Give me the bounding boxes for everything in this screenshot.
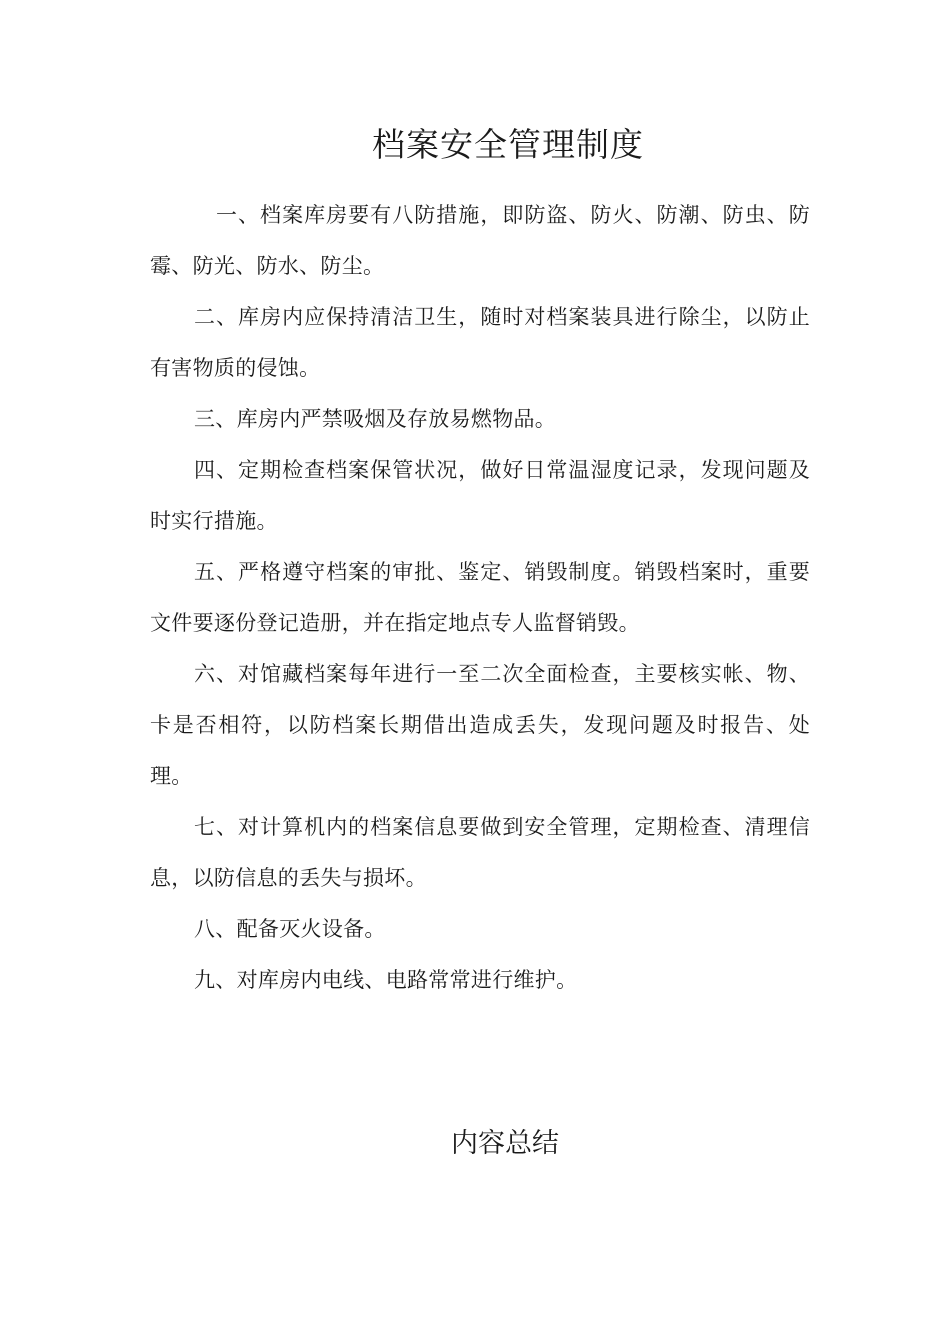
paragraph-6: 六、对馆藏档案每年进行一至二次全面检查，主要核实帐、物、卡是否相符，以防档案长期借出造成丢失，发现问题及时报告、处理。 <box>150 662 810 788</box>
paragraph-9: 九、对库房内电线、电路常常进行维护。 <box>194 968 578 992</box>
summary-heading: 内容总结 <box>451 1128 559 1159</box>
paragraph-4: 四、定期检查档案保管状况，做好日常温湿度记录，发现问题及时实行措施。 <box>150 458 810 533</box>
paragraph-2: 二、库房内应保持清洁卫生，随时对档案装具进行除尘，以防止有害物质的侵蚀。 <box>150 305 810 380</box>
document-body <box>150 190 810 1006</box>
paragraph-7: 七、对计算机内的档案信息要做到安全管理，定期检查、清理信息，以防信息的丢失与损坏。 <box>150 815 810 890</box>
paragraph-8: 八、配备灭火设备。 <box>194 917 386 941</box>
paragraph-5: 五、严格遵守档案的审批、鉴定、销毁制度。销毁档案时，重要文件要逐份登记造册，并在指定地点专人监督销毁。 <box>150 560 810 635</box>
paragraph-1: 一、档案库房要有八防措施，即防盗、防火、防潮、防虫、防霉、防光、防水、防尘。 <box>150 203 810 278</box>
paragraph-3: 三、库房内严禁吸烟及存放易燃物品。 <box>194 407 557 431</box>
document-title: 档案安全管理制度 <box>372 125 644 164</box>
